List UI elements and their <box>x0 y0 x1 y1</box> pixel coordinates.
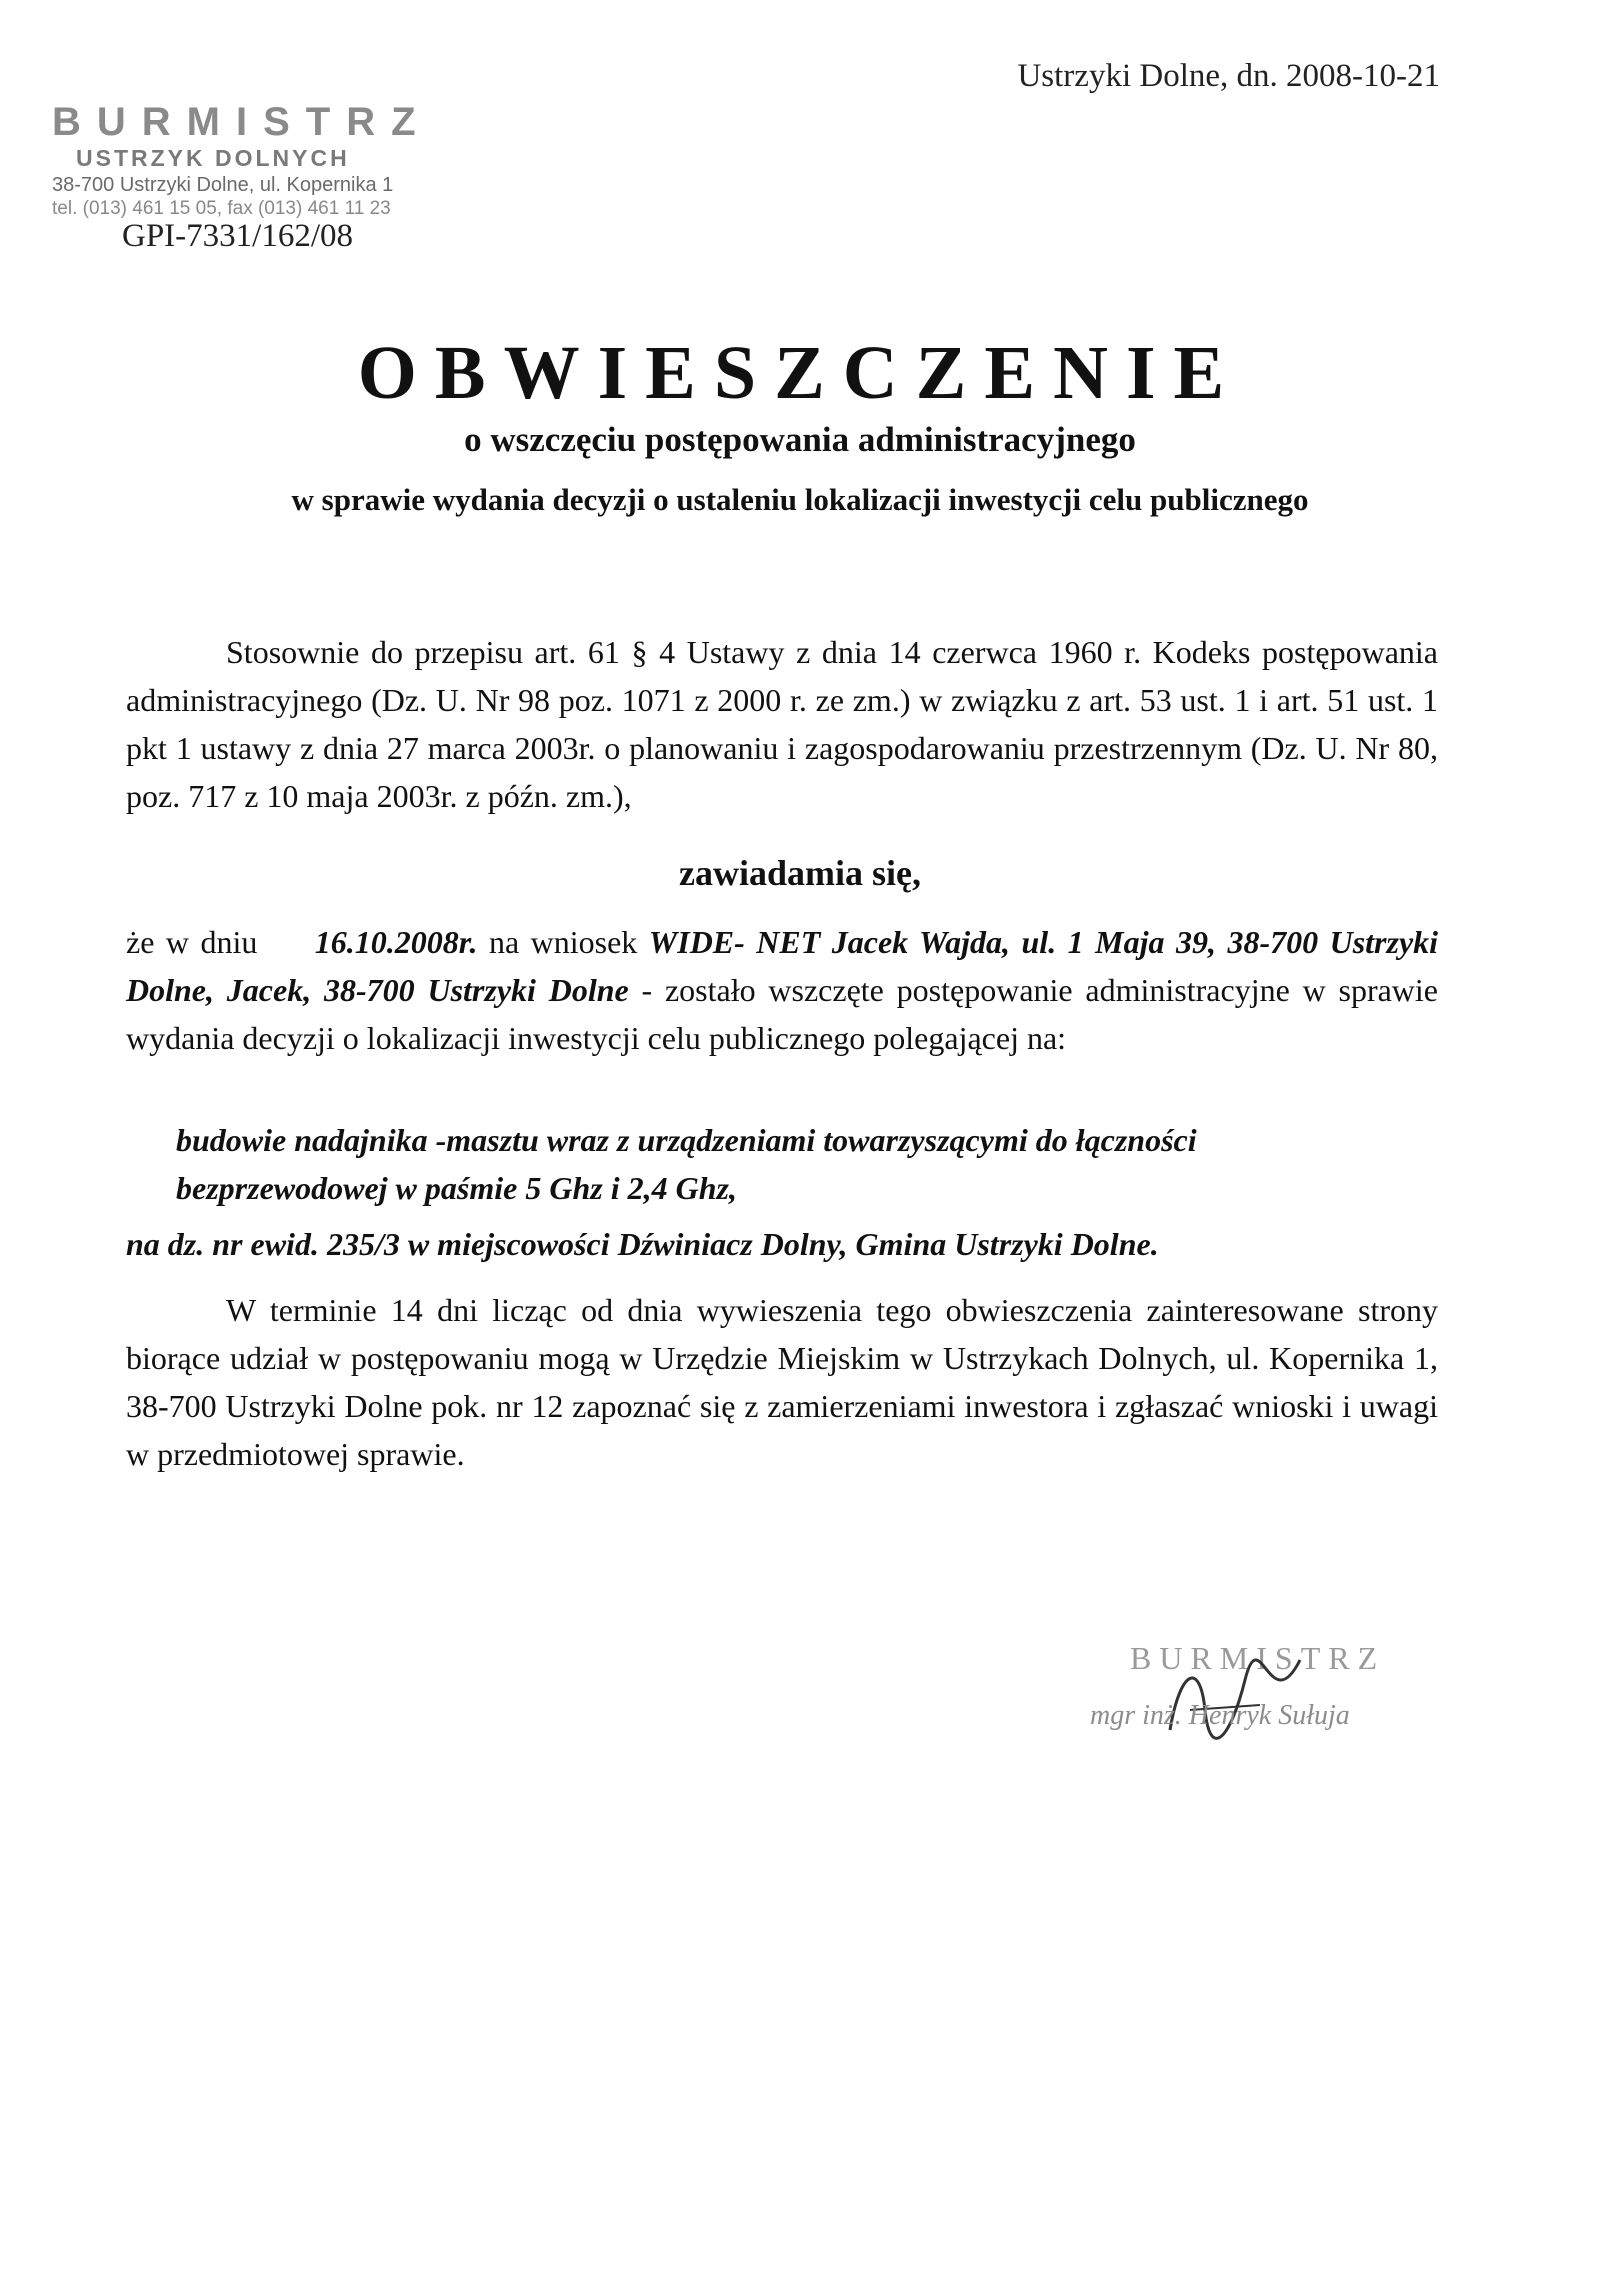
document-title: OBWIESZCZENIE <box>357 331 1243 415</box>
document-subtitle-2: w sprawie wydania decyzji o ustaleniu lokalizacji inwestycji celu publicznego <box>291 482 1309 517</box>
stamp-city: USTRZYK DOLNYCH <box>76 145 350 171</box>
announcement-heading: zawiadamia się, <box>679 853 921 893</box>
application-paragraph <box>126 918 1438 1062</box>
deadline-paragraph: W terminie 14 dni licząc od dnia wywieszenia tego obwieszczenia zainteresowane strony biorące udział w postępowaniu mogą w Urzędzie Miejskim w Ustrzykach Dolnych, ul. Kopernika 1, 38-700 Ustrzyki Dolne pok. nr 12 zapoznać się z zamierzeniami inwestora i zgłaszać wnioski i uwagi w przedmiotowej sprawie. <box>126 1292 1438 1472</box>
investment-line-2: bezprzewodowej w paśmie 5 Ghz i 2,4 Ghz, <box>176 1170 737 1206</box>
signature-block <box>1090 1640 1430 1760</box>
reference-number: GPI-7331/162/08 <box>122 218 353 254</box>
signature-title: BURMISTRZ <box>1130 1640 1386 1676</box>
document-date: Ustrzyki Dolne, dn. 2008-10-21 <box>1017 58 1440 94</box>
p2-suffix: - zostało wszczęte postępowanie administracyjne w sprawie wydania decyzji o lokalizacji inwestycji celu publicznego polegającej na: <box>126 972 1438 1056</box>
parcel-location: na dz. nr ewid. 235/3 w miejscowości Dźwiniacz Dolny, Gmina Ustrzyki Dolne. <box>126 1226 1159 1262</box>
stamp-phone: tel. (013) 461 15 05, fax (013) 461 11 23 <box>52 198 391 219</box>
investment-description <box>176 1116 1376 1212</box>
stamp-address: 38-700 Ustrzyki Dolne, ul. Kopernika 1 <box>52 174 394 196</box>
investment-line-1: budowie nadajnika -masztu wraz z urządzeniami towarzyszącymi do łączności <box>176 1122 1197 1158</box>
document-subtitle-1: o wszczęciu postępowania administracyjnego <box>464 420 1136 459</box>
applicant-details: WIDE- NET Jacek Wajda, ul. 1 Maja 39, 38-700 Ustrzyki Dolne, Jacek, 38-700 Ustrzyki Dolne <box>126 924 1439 1008</box>
p2-middle: na wniosek <box>488 924 638 960</box>
stamp-title: BURMISTRZ <box>52 100 432 144</box>
office-stamp <box>52 100 452 220</box>
legal-basis-paragraph: Stosownie do przepisu art. 61 § 4 Ustawy z dnia 14 czerwca 1960 r. Kodeks postępowania administracyjnego (Dz. U. Nr 98 poz. 1071 z 2000 r. ze zm.) w związku z art. 53 ust. 1 i art. 51 ust. 1 pkt 1 ustawy z dnia 27 marca 2003r. o planowaniu i zagospodarowaniu przestrzennym (Dz. U. Nr 80, poz. 717 z 10 maja 2003r. z późn. zm.), <box>126 634 1438 814</box>
application-date: 16.10.2008r. <box>314 924 478 960</box>
signatory-name: mgr inż. Henryk Sułuja <box>1090 1700 1350 1731</box>
p2-prefix: że w dniu <box>126 924 258 960</box>
